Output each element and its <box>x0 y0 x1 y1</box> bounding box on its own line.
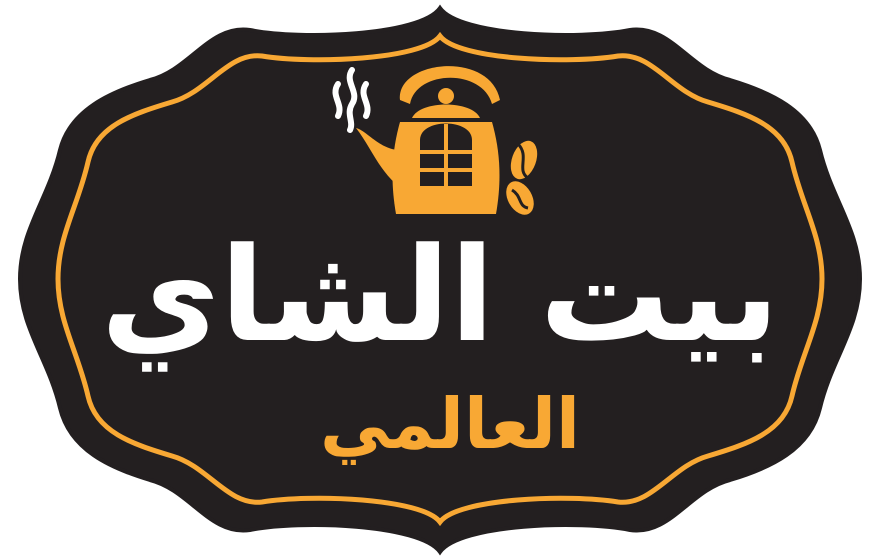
logo-title: بيت الشاي <box>100 219 780 371</box>
window-icon <box>420 124 472 187</box>
logo-subtitle: العالمي <box>319 383 581 465</box>
